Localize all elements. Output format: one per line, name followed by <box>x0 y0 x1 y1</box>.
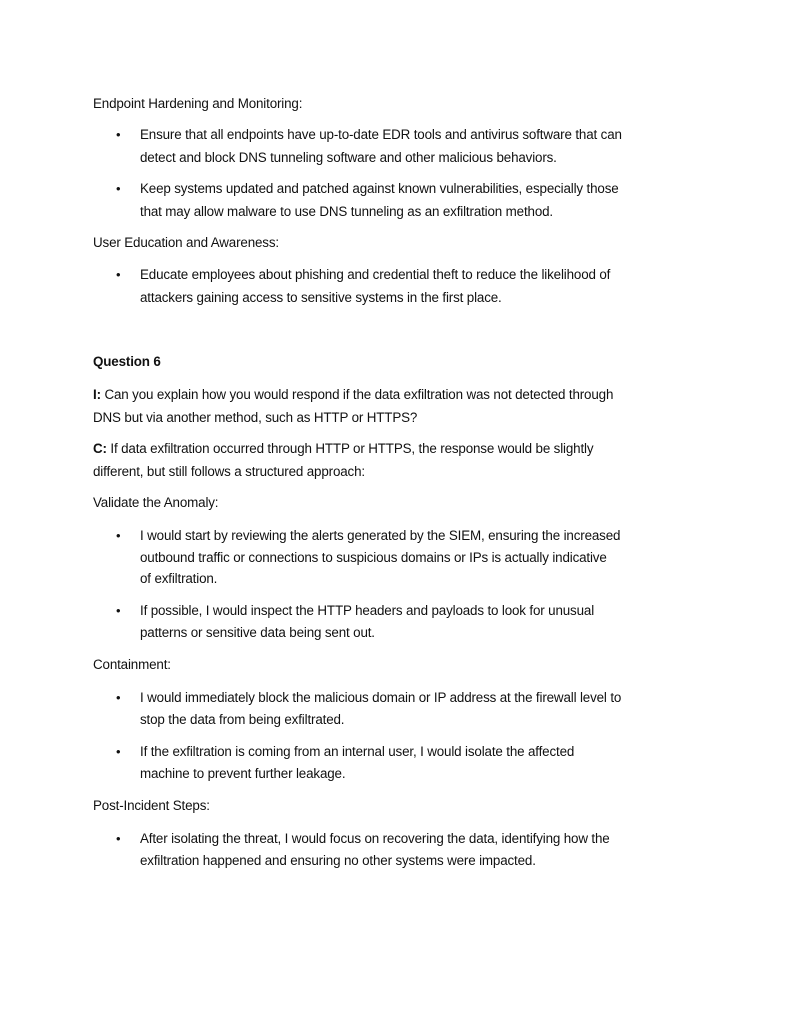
question-title: Question 6 <box>93 354 161 369</box>
list-item-text: If possible, I would inspect the HTTP headers and payloads to look for unusual <box>140 603 595 618</box>
interviewer-text-cont: DNS but via another method, such as HTTP or HTTPS? <box>93 410 418 425</box>
section-heading: User Education and Awareness: <box>93 235 279 250</box>
interviewer-text: Can you explain how you would respond if the data exfiltration was not detected through <box>104 387 614 402</box>
list-item-text: exfiltration happened and ensuring no other systems were impacted. <box>140 853 536 868</box>
candidate-text-cont: different, but still follows a structured approach: <box>93 464 365 479</box>
section-heading: Endpoint Hardening and Monitoring: <box>93 96 303 111</box>
list-item-text: outbound traffic or connections to suspicious domains or IPs is actually indicative <box>140 550 607 565</box>
list-item-text: patterns or sensitive data being sent out. <box>140 625 375 640</box>
list-item-text: detect and block DNS tunneling software and other malicious behaviors. <box>140 150 557 165</box>
section-heading: Containment: <box>93 657 171 672</box>
list-item-text: If the exfiltration is coming from an internal user, I would isolate the affected <box>140 744 575 759</box>
candidate-answer <box>93 437 593 460</box>
bullet-icon: • <box>116 181 121 196</box>
list-item-text: I would start by reviewing the alerts generated by the SIEM, ensuring the increased <box>140 528 621 543</box>
section-heading: Post-Incident Steps: <box>93 798 210 813</box>
bullet-icon: • <box>116 267 121 282</box>
bullet-icon: • <box>116 690 121 705</box>
list-item-text: Educate employees about phishing and credential theft to reduce the likelihood of <box>140 267 611 282</box>
list-item-text: machine to prevent further leakage. <box>140 766 346 781</box>
bullet-icon: • <box>116 744 121 759</box>
list-item-text: of exfiltration. <box>140 571 218 586</box>
list-item-text: I would immediately block the malicious domain or IP address at the firewall level to <box>140 690 622 705</box>
list-item-text: attackers gaining access to sensitive systems in the first place. <box>140 290 502 305</box>
candidate-label: C: <box>93 441 107 456</box>
interviewer-question <box>93 383 613 406</box>
bullet-icon: • <box>116 831 121 846</box>
bullet-icon: • <box>116 127 121 142</box>
list-item-text: Keep systems updated and patched against known vulnerabilities, especially those <box>140 181 619 196</box>
list-item-text: After isolating the threat, I would focus on recovering the data, identifying how the <box>140 831 610 846</box>
list-item-text: that may allow malware to use DNS tunneling as an exfiltration method. <box>140 204 554 219</box>
bullet-icon: • <box>116 603 121 618</box>
bullet-icon: • <box>116 528 121 543</box>
section-heading: Validate the Anomaly: <box>93 495 219 510</box>
interviewer-label: I: <box>93 387 101 402</box>
list-item-text: Ensure that all endpoints have up-to-date EDR tools and antivirus software that can <box>140 127 622 142</box>
candidate-text: If data exfiltration occurred through HTTP or HTTPS, the response would be slightly <box>110 441 594 456</box>
list-item-text: stop the data from being exfiltrated. <box>140 712 345 727</box>
